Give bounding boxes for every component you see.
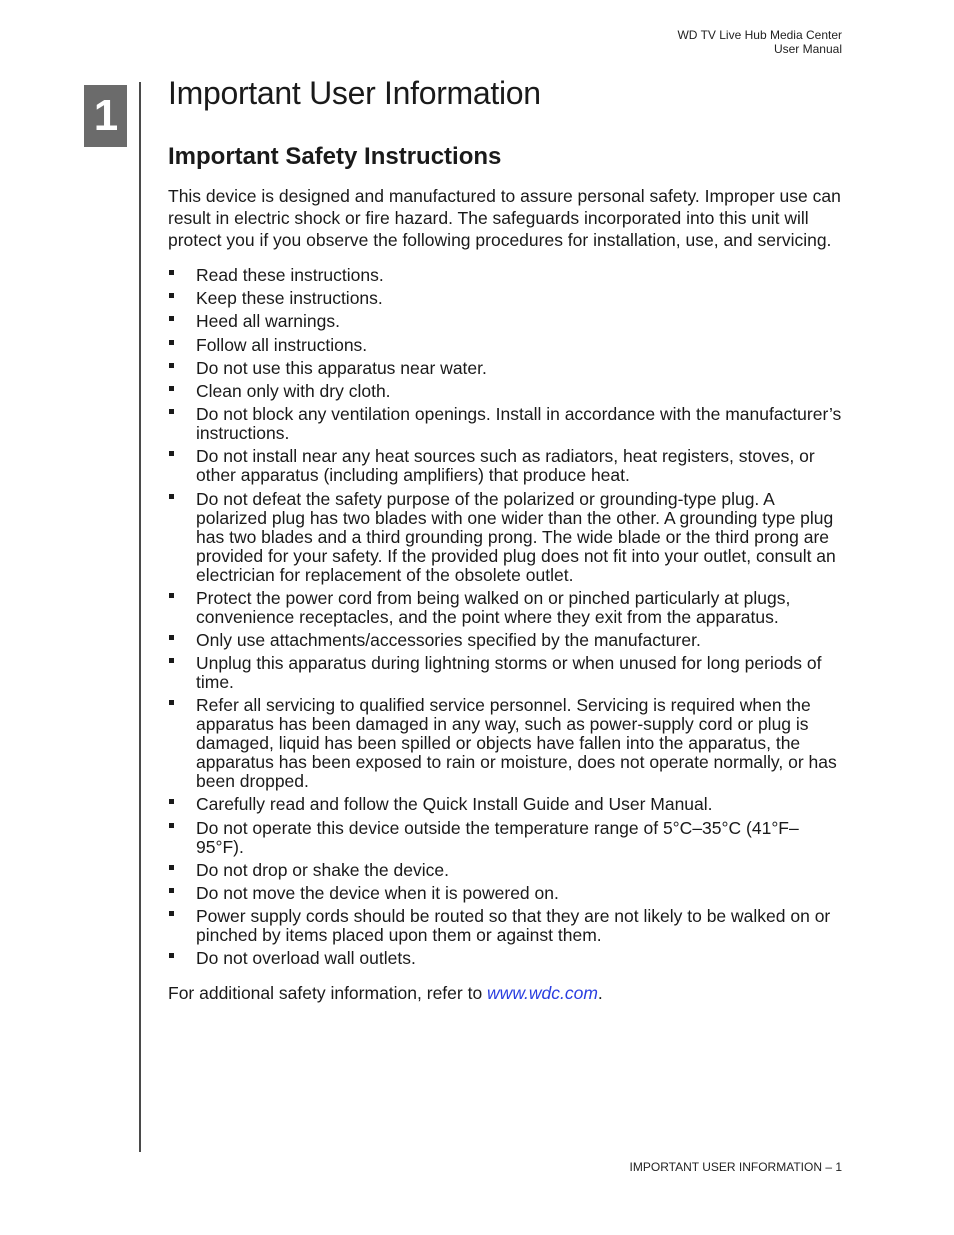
- closing-text: For additional safety information, refer to: [168, 983, 488, 1004]
- list-item-text: Do not use this apparatus near water.: [196, 357, 487, 378]
- list-item-text: Keep these instructions.: [196, 288, 383, 309]
- list-item: [168, 949, 842, 968]
- bullet-square-icon: [169, 363, 174, 368]
- bullet-square-icon: [169, 293, 174, 298]
- safety-instructions-list: [168, 266, 842, 968]
- bullet-square-icon: [169, 799, 174, 804]
- list-item-text: Do not drop or shake the device.: [196, 859, 449, 880]
- list-item: [168, 336, 842, 355]
- intro-paragraph: This device is designed and manufactured to assure personal safety. Improper use can result in electric shock or fire hazard. The safeguards incorporated into this unit will protect you if you observe the following procedures for installation, use, and servicing.: [168, 186, 841, 250]
- chapter-vertical-rule: [139, 82, 141, 1152]
- bullet-square-icon: [169, 451, 174, 456]
- list-item: [168, 289, 842, 308]
- list-item: [168, 907, 842, 945]
- list-item-text: Power supply cords should be routed so that they are not likely to be walked on or pinched by items placed upon them or against them.: [196, 906, 831, 946]
- closing-paragraph: [168, 982, 842, 1004]
- section-heading: Important Safety Instructions: [168, 143, 502, 170]
- list-item: [168, 447, 842, 485]
- closing-end: .: [597, 983, 603, 1004]
- list-item: [168, 589, 842, 627]
- bullet-square-icon: [169, 658, 174, 663]
- list-item: [168, 359, 842, 378]
- list-item: [168, 861, 842, 880]
- header-doc-type: User Manual: [773, 42, 842, 56]
- list-item-text: Protect the power cord from being walked on or pinched particularly at plugs, convenience receptacles, and the point where they exit from the apparatus.: [196, 587, 791, 627]
- bullet-square-icon: [169, 409, 174, 414]
- list-item-text: Heed all warnings.: [196, 311, 340, 332]
- bullet-square-icon: [169, 953, 174, 958]
- running-header: [677, 28, 842, 56]
- list-item: [168, 795, 842, 814]
- list-item-text: Do not install near any heat sources such as radiators, heat registers, stoves, or other apparatus (including amplifiers) that produce heat.: [196, 446, 815, 486]
- list-item: [168, 266, 842, 285]
- list-item-text: Do not move the device when it is powered on.: [196, 883, 559, 903]
- bullet-square-icon: [169, 865, 174, 870]
- list-item: [168, 696, 842, 791]
- main-content: [168, 72, 842, 1004]
- header-product-name: WD TV Live Hub Media Center: [677, 28, 842, 42]
- page-footer: IMPORTANT USER INFORMATION – 1: [629, 1160, 842, 1174]
- list-item: [168, 405, 842, 443]
- bullet-square-icon: [169, 911, 174, 916]
- page-title: Important User Information: [168, 75, 541, 111]
- list-item: [168, 631, 842, 650]
- list-item-text: Unplug this apparatus during lightning storms or when unused for long periods of time.: [196, 653, 822, 693]
- bullet-square-icon: [169, 823, 174, 828]
- list-item: [168, 819, 842, 857]
- list-item-text: Carefully read and follow the Quick Install Guide and User Manual.: [196, 794, 713, 815]
- list-item-text: Do not block any ventilation openings. Install in accordance with the manufacturer’s instructions.: [196, 404, 842, 444]
- chapter-number-badge: 1: [84, 85, 127, 147]
- bullet-square-icon: [169, 270, 174, 275]
- bullet-square-icon: [169, 593, 174, 598]
- list-item: [168, 490, 842, 585]
- list-item: [168, 654, 842, 692]
- list-item-text: Do not overload wall outlets.: [196, 948, 416, 969]
- bullet-square-icon: [169, 340, 174, 345]
- bullet-square-icon: [169, 700, 174, 705]
- list-item-text: Do not operate this device outside the temperature range of 5°C–35°C (41°F–95°F).: [196, 817, 799, 857]
- list-item-text: Only use attachments/accessories specified by the manufacturer.: [196, 629, 701, 650]
- list-item: [168, 884, 842, 903]
- list-item-text: Refer all servicing to qualified service personnel. Servicing is required when the apparatus has been damaged in any way, such as power-supply cord or plug is damaged, liquid has been spilled or objects have fallen into the apparatus, the apparatus has been exposed to rain or moisture, does not operate normally, or has been dropped.: [196, 695, 837, 792]
- list-item: [168, 382, 842, 401]
- list-item-text: Read these instructions.: [196, 265, 384, 285]
- list-item: [168, 312, 842, 331]
- bullet-square-icon: [169, 888, 174, 893]
- bullet-square-icon: [169, 635, 174, 640]
- wdc-website-link[interactable]: www.wdc.com: [487, 983, 598, 1004]
- list-item-text: Follow all instructions.: [196, 334, 368, 355]
- bullet-square-icon: [169, 316, 174, 321]
- bullet-square-icon: [169, 494, 174, 499]
- bullet-square-icon: [169, 386, 174, 391]
- list-item-text: Do not defeat the safety purpose of the polarized or grounding-type plug. A polarized plug has two blades with one wider than the other. A grounding type plug has two blades and a third grounding prong. The wide blade or the third prong are provided for your safety. If the provided plug does not fit into your outlet, consult an electrician for replacement of the obsolete outlet.: [196, 488, 836, 585]
- list-item-text: Clean only with dry cloth.: [196, 380, 391, 401]
